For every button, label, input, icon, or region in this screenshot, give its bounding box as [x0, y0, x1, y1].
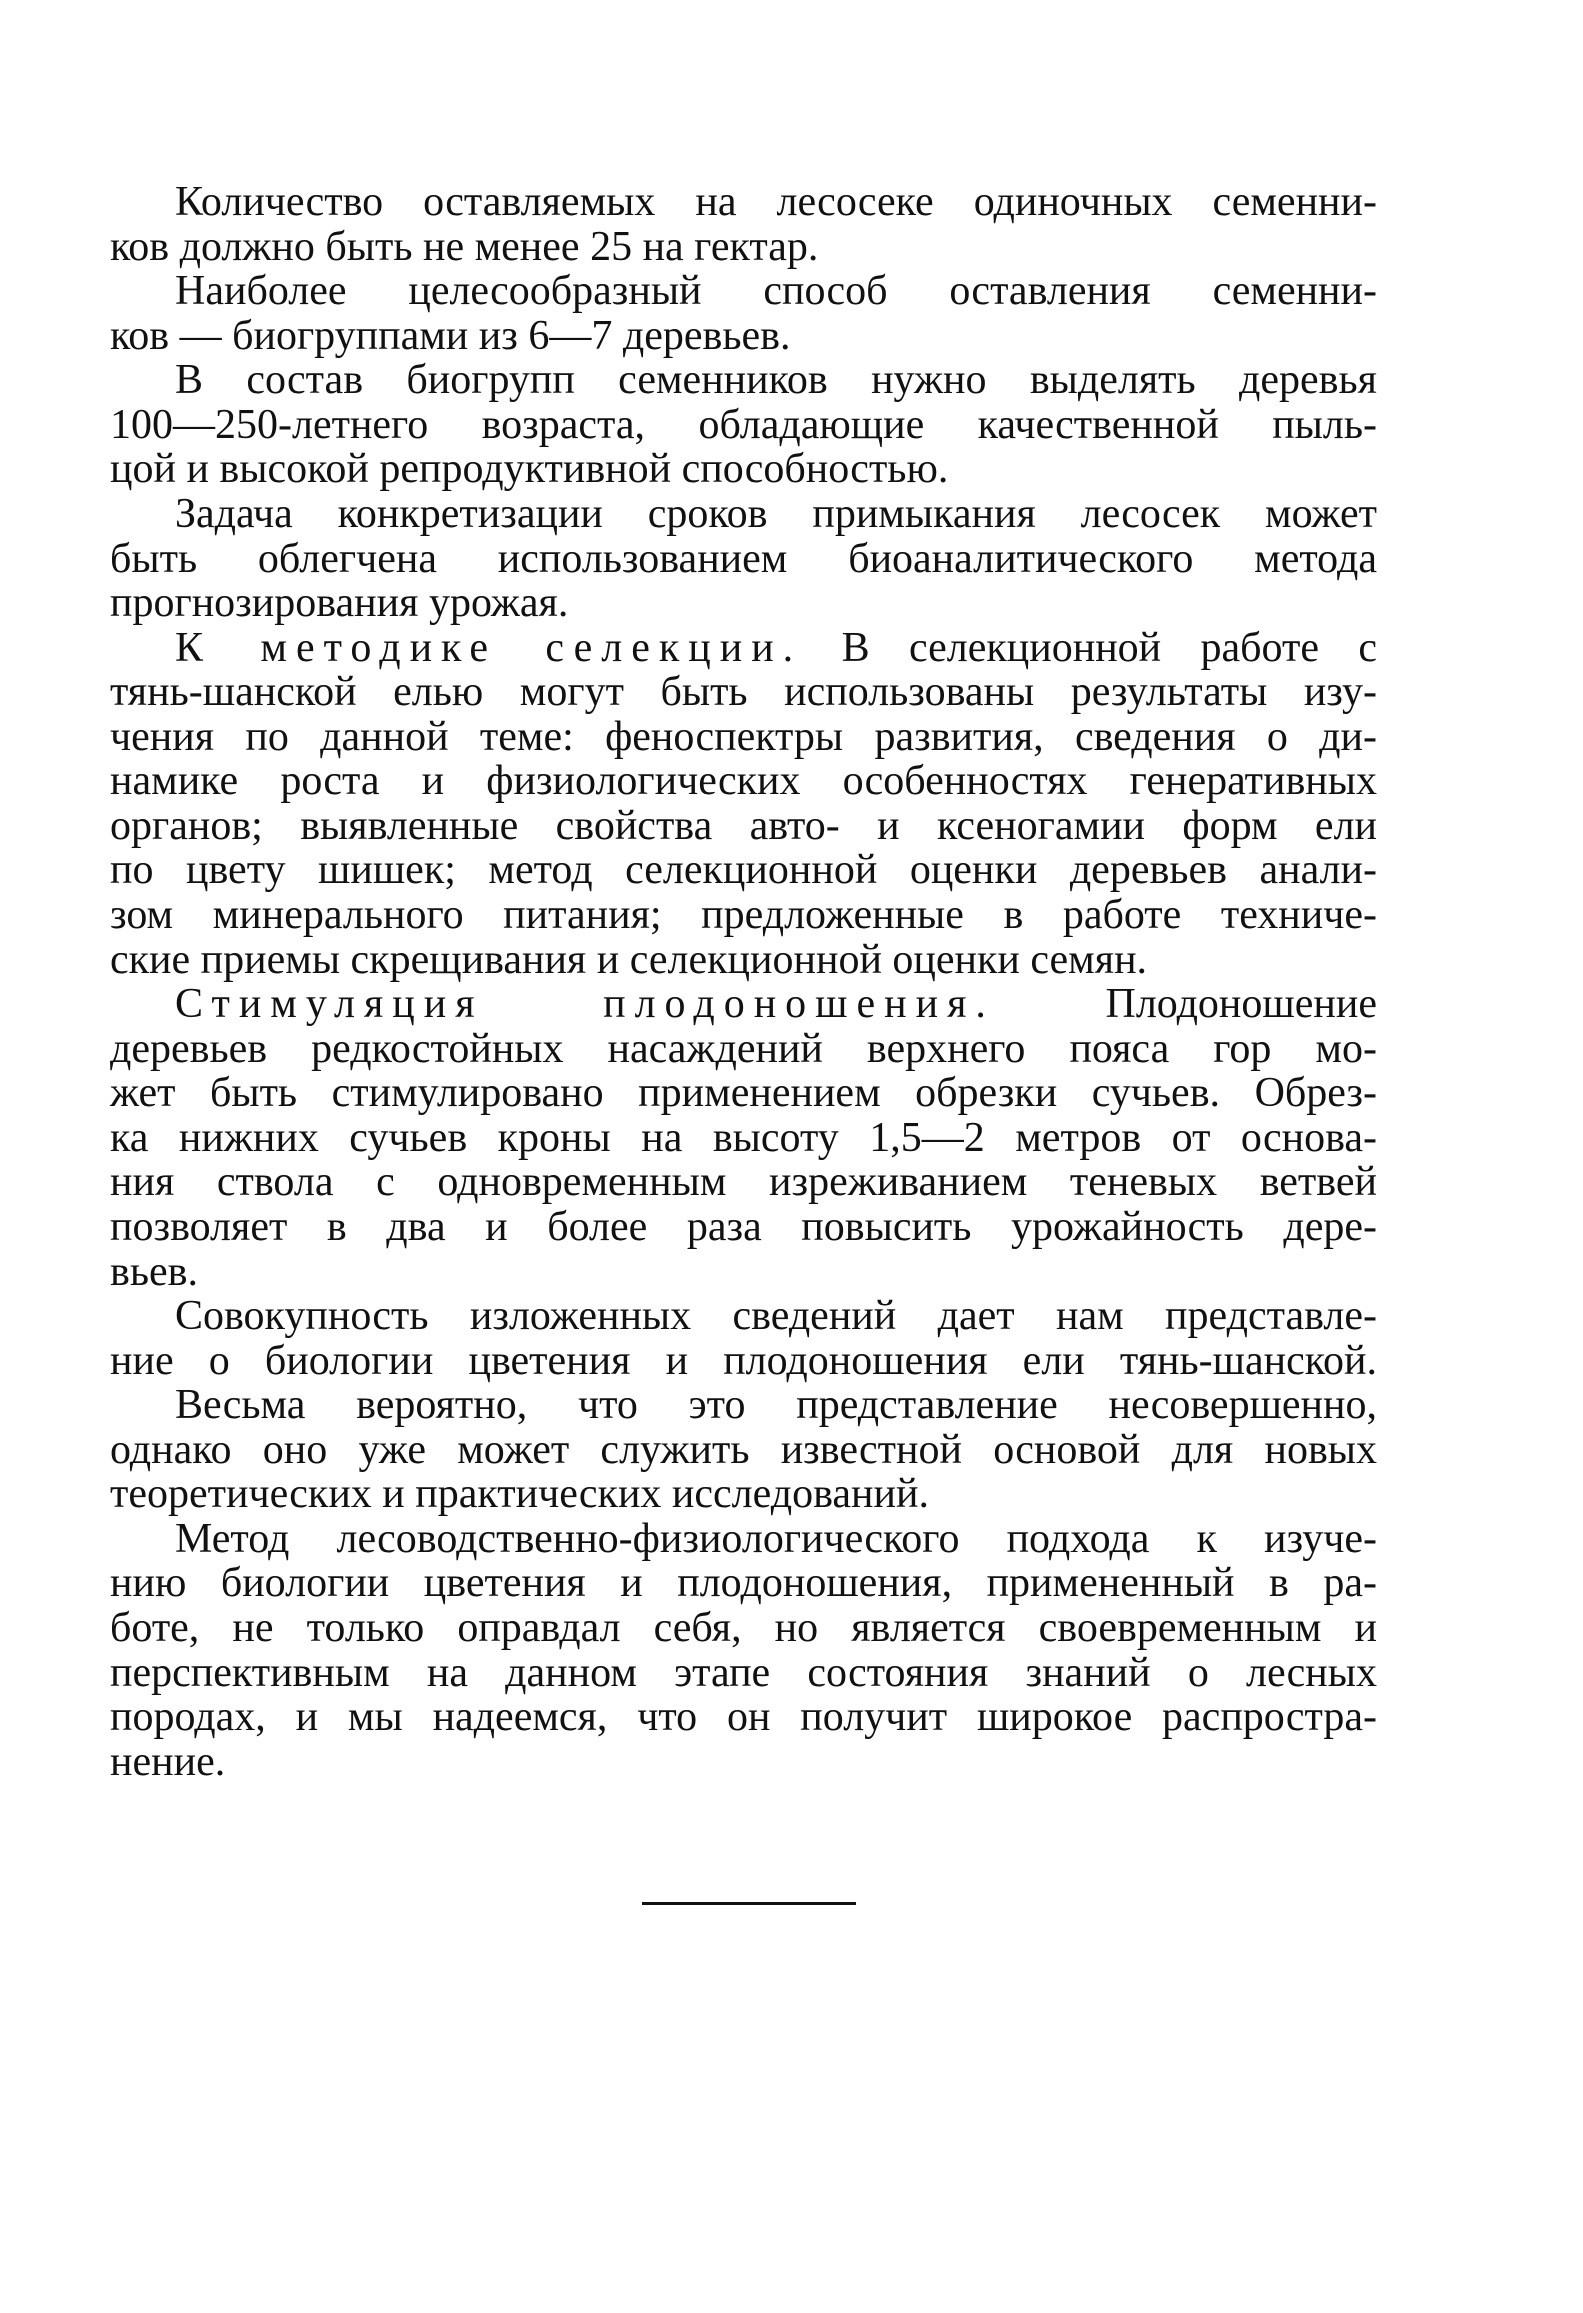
text-line: Совокупность изложенных сведений дает нам представле-	[175, 1293, 1377, 1340]
text-line: однако оно уже может служить известной основой для новых	[110, 1426, 1377, 1473]
text-line	[110, 982, 1377, 1027]
text-line: намике роста и физиологических особенностях генеративных	[110, 758, 1377, 805]
text-line: ские приемы скрещивания и селекционной оценки семян.	[110, 936, 1148, 983]
section-heading-selection: К методике селекции.	[175, 624, 803, 671]
text-line: быть облегчена использованием биоаналитического метода	[110, 535, 1377, 582]
text-line: теоретических и практических исследований.	[110, 1471, 929, 1518]
text-line: Количество оставляемых на лесосеке одиночных семенни-	[175, 179, 1377, 225]
end-of-section-rule	[642, 1902, 856, 1905]
text-line: нию биологии цветения и плодоношения, примененный в ра-	[110, 1560, 1377, 1607]
section-heading-stimulation: Стимуляция плодоношения.	[175, 981, 995, 1028]
text-line: Метод лесоводственно-физиологического подхода к изуче-	[175, 1515, 1377, 1562]
text-line: прогнозирования урожая.	[110, 580, 569, 627]
text-line: 100—250-летнего возраста, обладающие качественной пыль-	[110, 401, 1377, 448]
paragraph-imperfection	[110, 1383, 1377, 1517]
text-line: Задача конкретизации сроков примыкания лесосек может	[175, 490, 1377, 537]
text-line: перспективным на данном этапе состояния знаний о лесных	[110, 1649, 1377, 1696]
text-line: органов; выявленные свойства авто- и ксеногамии форм ели	[110, 802, 1377, 849]
paragraph-biogroups	[110, 269, 1377, 358]
paragraph-harvest-forecast	[110, 492, 1377, 626]
text-line: ния ствола с одновременным изреживанием теневых ветвей	[110, 1159, 1377, 1206]
text-line: тянь-шанской елью могут быть использованы результаты изу-	[110, 669, 1377, 716]
text-line: ние о биологии цветения и плодоношения ели тянь-шанской.	[110, 1337, 1377, 1384]
text-line: вьев.	[110, 1248, 198, 1295]
text-line: Наиболее целесообразный способ оставления семенни-	[175, 268, 1377, 315]
text-line: позволяет в два и более раза повысить урожайность дере-	[110, 1203, 1377, 1250]
text-line: нение.	[110, 1738, 226, 1785]
paragraph-summary	[110, 1294, 1377, 1383]
text-line: зом минерального питания; предложенные в работе техниче-	[110, 892, 1377, 938]
text-line: В состав биогрупп семенников нужно выделять деревья	[175, 357, 1377, 404]
text-line: цой и высокой репродуктивной способностью.	[110, 446, 949, 493]
text-line: боте, не только оправдал себя, но является своевременным и	[110, 1605, 1377, 1651]
text-line: породах, и мы надеемся, что он получит широкое распростра-	[110, 1694, 1377, 1741]
text-run: В селекционной работе с	[841, 624, 1378, 671]
text-line: Весьма вероятно, что это представление несовершенно,	[175, 1382, 1377, 1429]
paragraph-fruiting-stimulation	[110, 982, 1377, 1294]
text-line: жет быть стимулировано применением обрезки сучьев. Обрез-	[110, 1070, 1377, 1117]
text-line: деревьев редкостойных насаждений верхнего пояса гор мо-	[110, 1025, 1377, 1072]
text-line: ков — биогруппами из 6—7 деревьев.	[110, 312, 791, 359]
text-line: ка нижних сучьев кроны на высоту 1,5—2 метров от основа-	[110, 1114, 1377, 1161]
paragraph-seed-trees-count	[110, 180, 1377, 269]
paragraph-selection-method	[110, 626, 1377, 983]
body-text	[110, 180, 1377, 1784]
text-line: чения по данной теме: феноспектры развития, сведения о ди-	[110, 713, 1377, 760]
paragraph-conclusion	[110, 1517, 1377, 1784]
text-line: по цвету шишек; метод селекционной оценки деревьев анали-	[110, 847, 1377, 894]
text-line: ков должно быть не менее 25 на гектар.	[110, 223, 819, 270]
paragraph-biogroup-composition	[110, 358, 1377, 492]
text-line	[110, 626, 1377, 671]
text-run: Плодоношение	[1105, 981, 1377, 1028]
